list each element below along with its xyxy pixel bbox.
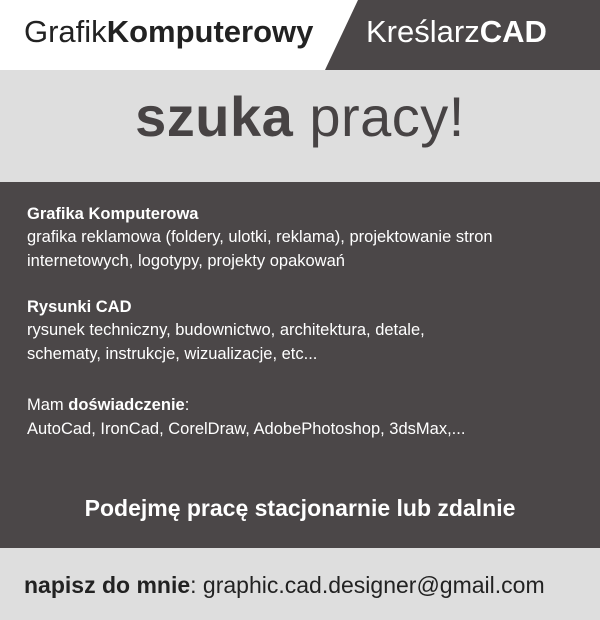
contact-label: napisz do mnie xyxy=(24,572,191,598)
tools-list: AutoCad, IronCad, CorelDraw, AdobePhotoshop, 3dsMax,... xyxy=(27,420,466,438)
contact-email: graphic.cad.designer@gmail.com xyxy=(202,572,545,598)
header-left-light: Grafik xyxy=(24,14,107,49)
section-line: rysunek techniczny, budownictwo, architektura, detale, xyxy=(27,321,425,339)
experience-line xyxy=(27,393,587,417)
header-title-cad-drafter xyxy=(366,14,547,50)
section-line: internetowych, logotypy, projekty opakowań xyxy=(27,252,345,270)
section-cad xyxy=(27,296,587,366)
work-mode-statement: Podejmę pracę stacjonarnie lub zdalnie xyxy=(84,495,516,521)
section-title: Rysunki CAD xyxy=(27,298,132,316)
headline-band xyxy=(0,70,600,182)
header-right-light: Kreślarz xyxy=(366,14,480,49)
section-line: schematy, instrukcje, wizualizacje, etc... xyxy=(27,345,318,363)
header-left-bold: Komputerowy xyxy=(106,14,314,49)
contact-line xyxy=(24,572,545,599)
section-title: Grafika Komputerowa xyxy=(27,205,199,223)
experience-suffix: : xyxy=(184,396,190,414)
contact-band xyxy=(0,548,600,620)
headline xyxy=(0,84,600,149)
section-experience xyxy=(27,393,587,441)
contact-separator: : xyxy=(190,572,203,598)
experience-bold: doświadczenie xyxy=(68,396,185,414)
content-panel xyxy=(0,182,600,548)
headline-light: pracy! xyxy=(293,85,465,148)
header-right-bold: CAD xyxy=(479,14,547,49)
headline-bold: szuka xyxy=(135,85,294,148)
section-graphics xyxy=(27,203,587,273)
header-title-graphic-designer xyxy=(24,14,313,50)
header-bar xyxy=(0,0,600,70)
experience-prefix: Mam xyxy=(27,396,69,414)
section-line: grafika reklamowa (foldery, ulotki, reklama), projektowanie stron xyxy=(27,228,493,246)
